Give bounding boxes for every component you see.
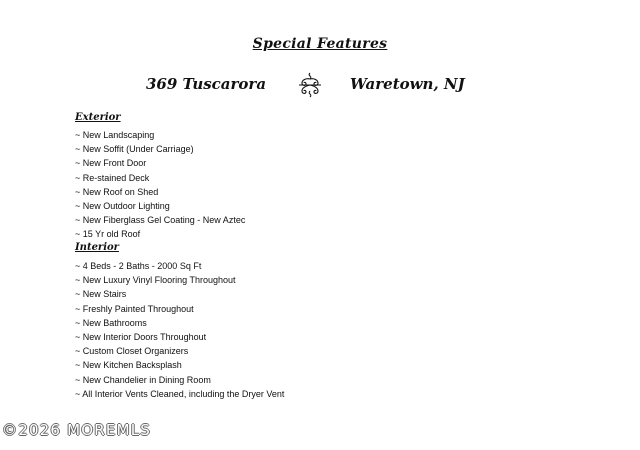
exterior-item: ~ New Outdoor Lighting <box>75 200 170 211</box>
exterior-item: ~ New Landscaping <box>75 130 155 140</box>
interior-item: ~ New Chandelier in Dining Room <box>75 374 211 385</box>
exterior-item: ~ New Fiberglass Gel Coating - New Aztec <box>75 215 246 226</box>
interior-item: ~ New Bathrooms <box>75 317 147 328</box>
interior-item: ~ All Interior Vents Cleaned, including the Dryer Vent <box>75 388 285 399</box>
interior-heading: Interior <box>75 242 119 253</box>
exterior-list <box>75 128 245 242</box>
interior-item: ~ New Interior Doors Throughout <box>75 331 207 342</box>
interior-item: ~ New Luxury Vinyl Flooring Throughout <box>75 275 236 286</box>
address-town: Waretown, NJ <box>350 75 465 93</box>
address-line <box>0 72 640 96</box>
address-street: 369 Tuscarora <box>146 75 267 93</box>
scroll-ornament-icon <box>296 72 324 98</box>
interior-item: ~ New Kitchen Backsplash <box>75 360 182 371</box>
interior-item: ~ Custom Closet Organizers <box>75 346 189 357</box>
exterior-item: ~ New Roof on Shed <box>75 186 159 197</box>
interior-list <box>75 259 284 401</box>
exterior-item: ~ 15 Yr old Roof <box>75 229 141 240</box>
exterior-heading: Exterior <box>75 112 121 123</box>
exterior-item: ~ New Soffit (Under Carriage) <box>75 144 194 155</box>
interior-item: ~ New Stairs <box>75 289 127 300</box>
interior-item: ~ Freshly Painted Throughout <box>75 303 194 314</box>
interior-item: ~ 4 Beds - 2 Baths - 2000 Sq Ft <box>75 261 202 271</box>
document-title: Special Features <box>252 36 388 52</box>
exterior-item: ~ New Front Door <box>75 158 147 169</box>
copyright-watermark: ©2026 MOREMLS <box>2 421 152 439</box>
exterior-item: ~ Re-stained Deck <box>75 172 150 183</box>
